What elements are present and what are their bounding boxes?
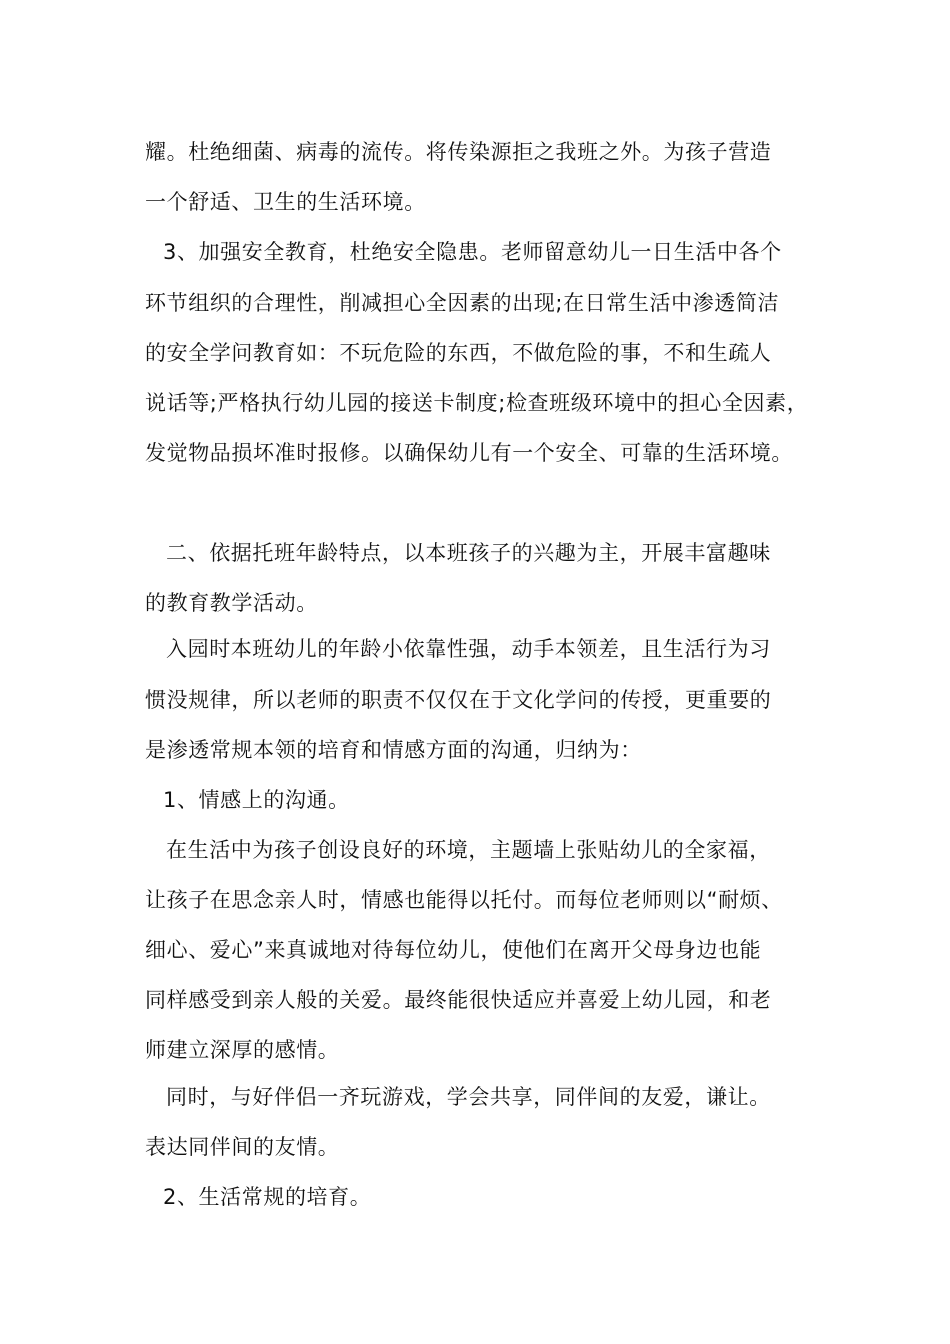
text-line: 的安全学问教育如：不玩危险的东西，不做危险的事，不和生疏人 — [145, 341, 772, 365]
text-line: 惯没规律，所以老师的职责不仅仅在于文化学问的传授，更重要的 — [145, 688, 772, 712]
section-heading: 二、依据托班年龄特点，以本班孩子的兴趣为主，开展丰富趣味 — [166, 541, 771, 565]
text-line: 在生活中为孩子创设良好的环境，主题墙上张贴幼儿的全家福， — [166, 838, 771, 862]
text-line: 3、加强安全教育，杜绝安全隐患。老师留意幼儿一日生活中各个 — [163, 240, 782, 264]
section-heading-continued: 的教育教学活动。 — [145, 591, 318, 615]
text-line: 同时，与好伴侣一齐玩游戏，学会共享，同伴间的友爱，谦让。 — [166, 1085, 771, 1109]
text-line: 让孩子在思念亲人时，情感也能得以托付。而每位老师则以“耐烦、 — [145, 888, 783, 912]
text-line: 说话等;严格执行幼儿园的接送卡制度;检查班级环境中的担心全因素， — [145, 391, 809, 415]
subsection-heading: 1、情感上的沟通。 — [163, 788, 350, 812]
text-line: 发觉物品损坏准时报修。以确保幼儿有一个安全、可靠的生活环境。 — [145, 441, 793, 465]
text-line: 环节组织的合理性，削减担心全因素的出现;在日常生活中渗透简洁 — [145, 291, 780, 315]
text-line: 耀。杜绝细菌、病毒的流传。将传染源拒之我班之外。为孩子营造 — [145, 140, 772, 164]
text-line: 细心、爱心”来真诚地对待每位幼儿，使他们在离开父母身边也能 — [145, 938, 762, 962]
text-line: 表达同伴间的友情。 — [145, 1135, 340, 1159]
text-line: 是渗透常规本领的培育和情感方面的沟通，归纳为： — [145, 738, 642, 762]
text-line: 入园时本班幼儿的年龄小依靠性强，动手本领差，且生活行为习 — [166, 637, 771, 661]
subsection-heading: 2、生活常规的培育。 — [163, 1185, 372, 1209]
text-line: 师建立深厚的感情。 — [145, 1038, 340, 1062]
text-line: 一个舒适、卫生的生活环境。 — [145, 190, 426, 214]
text-line: 同样感受到亲人般的关爱。最终能很快适应并喜爱上幼儿园，和老 — [145, 988, 772, 1012]
